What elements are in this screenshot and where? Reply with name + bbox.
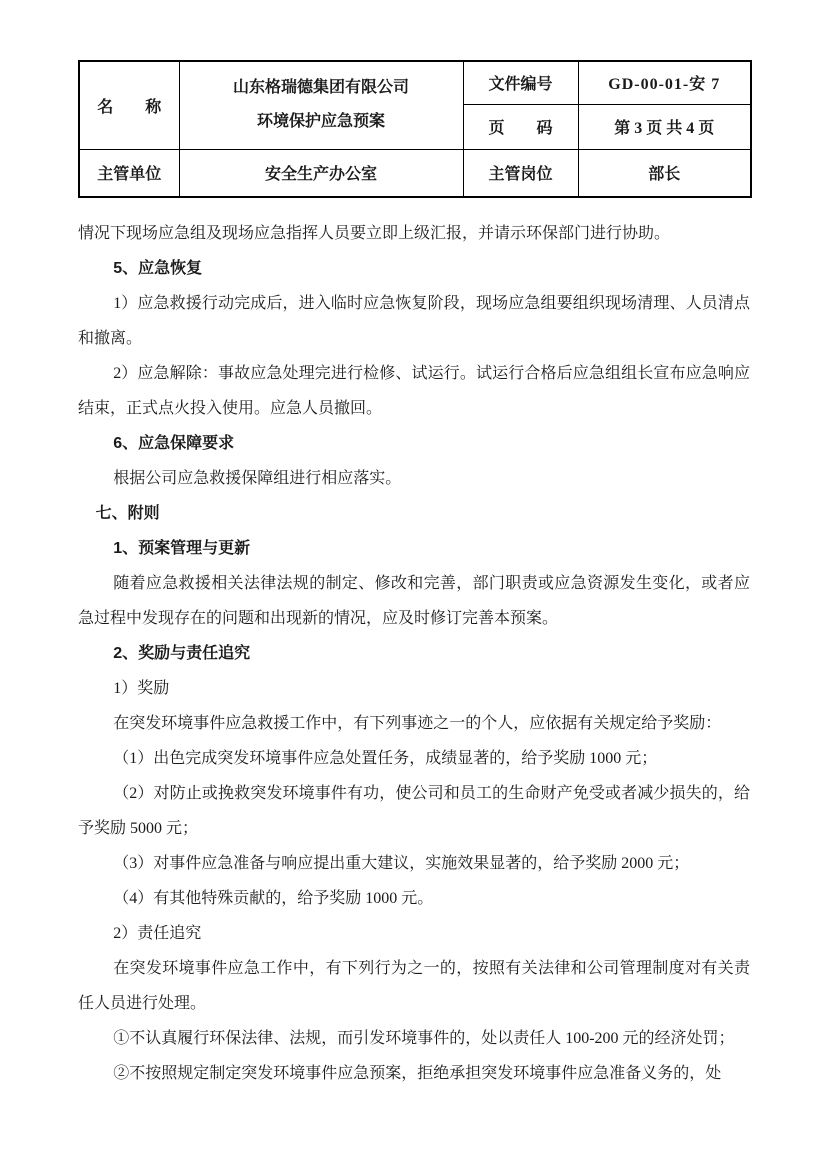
body-paragraph: （3）对事件应急准备与响应提出重大建议，实施效果显著的，给予奖励 2000 元；: [113, 855, 690, 872]
body-paragraph: 随着应急救援相关法律法规的制定、修改和完善，部门职责或应急资源发生变化，或者应急过程中发现存在的问题和出现新的情况，应及时修订完善本预案。: [78, 575, 750, 627]
section-heading: 5、应急恢复: [113, 260, 203, 277]
page-number-label-cell: 页 码: [463, 104, 578, 149]
body-paragraph: 1）应急救援行动完成后，进入临时应急恢复阶段，现场应急组要组织现场清理、人员清点和撤离。: [78, 295, 750, 347]
body-paragraph: ①不认真履行环保法律、法规，而引发环境事件的，处以责任人 100-200 元的经济处罚；: [113, 1030, 735, 1047]
section-heading: 七、附则: [95, 505, 160, 522]
dept-label-cell: 主管单位: [79, 149, 179, 197]
document-body: [78, 198, 750, 1091]
body-paragraph: 根据公司应急救援保障组进行相应落实。: [113, 470, 402, 487]
document-title-cell: [179, 61, 463, 149]
page-number-value-cell: 第 3 页 共 4 页: [578, 104, 751, 149]
doc-number-label-cell: 文件编号: [463, 61, 578, 104]
name-label-cell: 名 称: [79, 61, 179, 149]
post-value-cell: 部长: [578, 149, 751, 197]
company-name-line: 山东格瑞德集团有限公司: [232, 79, 409, 97]
section-heading: 1、预案管理与更新: [113, 540, 251, 557]
body-paragraph: （2）对防止或挽救突发环境事件有功，使公司和员工的生命财产免受或者减少损失的，给予奖励 5000 元；: [78, 785, 750, 837]
body-paragraph: 1）奖励: [113, 680, 170, 697]
body-paragraph: （4）有其他特殊贡献的，给予奖励 1000 元。: [113, 890, 434, 907]
body-paragraph: 2）责任追究: [113, 925, 202, 942]
post-label-cell: 主管岗位: [463, 149, 578, 197]
dept-value-cell: 安全生产办公室: [179, 149, 463, 197]
section-heading: 2、奖励与责任追究: [113, 645, 251, 662]
body-paragraph: 情况下现场应急组及现场应急指挥人员要立即上级汇报，并请示环保部门进行协助。: [78, 225, 671, 242]
body-paragraph: （1）出色完成突发环境事件应急处置任务，成绩显著的，给予奖励 1000 元；: [113, 750, 658, 767]
doc-number-value-cell: GD-00-01-安 7: [578, 61, 751, 104]
body-paragraph: ②不按照规定制定突发环境事件应急预案，拒绝承担突发环境事件应急准备义务的，处: [113, 1065, 722, 1082]
body-paragraph: 在突发环境事件应急工作中，有下列行为之一的，按照有关法律和公司管理制度对有关责任人员进行处理。: [78, 960, 750, 1012]
section-heading: 6、应急保障要求: [113, 435, 235, 452]
body-paragraph: 在突发环境事件应急救援工作中，有下列事迹之一的个人，应依据有关规定给予奖励：: [113, 715, 722, 732]
document-title-line: 环境保护应急预案: [256, 113, 385, 131]
body-paragraph: 2）应急解除：事故应急处理完进行检修、试运行。试运行合格后应急组组长宣布应急响应结束，正式点火投入使用。应急人员撤回。: [78, 365, 750, 417]
document-header-table: [78, 60, 752, 198]
